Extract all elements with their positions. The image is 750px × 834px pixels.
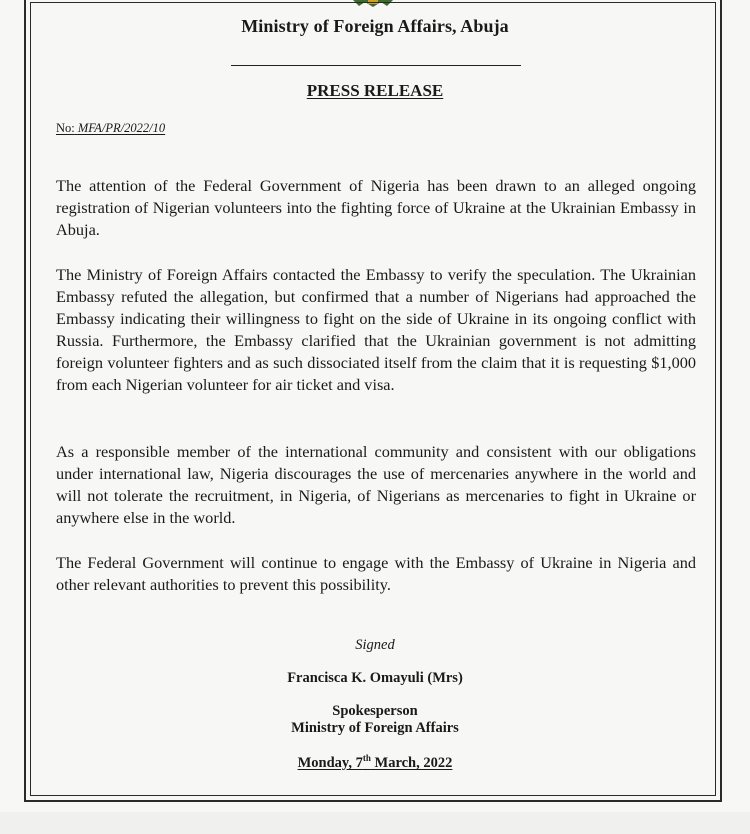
page-bottom-margin: [0, 812, 750, 834]
signatory-role: Spokesperson: [332, 703, 418, 719]
signatory-organization: Ministry of Foreign Affairs: [291, 720, 459, 736]
release-date: [0, 753, 750, 772]
body-paragraph-4: The Federal Government will continue to engage with the Embassy of Ukraine in Nigeria and other relevant authorities to prevent this possibility.: [56, 553, 696, 594]
reference-label: No:: [56, 121, 75, 135]
body-paragraph-1: The attention of the Federal Government of Nigeria has been drawn to an alleged ongoing registration of Nigerian volunteers into the fighting force of Ukraine at the Ukrainian Embassy in Abuja.: [56, 176, 696, 239]
release-date-ordinal: th: [362, 753, 371, 763]
reference-number: [56, 121, 165, 136]
title-divider: [231, 65, 521, 66]
ministry-title: Ministry of Foreign Affairs, Abuja: [241, 16, 509, 36]
release-date-month-year: March, 2022: [370, 754, 453, 771]
press-release-heading: PRESS RELEASE: [306, 81, 444, 100]
release-date-day: Monday, 7: [297, 754, 363, 771]
body-paragraph-3: As a responsible member of the international community and consistent with our obligations under international law, Nigeria discourages the use of mercenaries anywhere in the world and will not tolerate the recruitment, in Nigeria, of Nigerians as mercenaries to fight in Ukraine or anywhere else in the world.: [56, 442, 696, 527]
signatory-name: Francisca K. Omayuli (Mrs): [287, 670, 463, 686]
reference-value: MFA/PR/2022/10: [77, 121, 166, 135]
signed-label: Signed: [355, 637, 395, 653]
body-paragraph-2: The Ministry of Foreign Affairs contacted the Embassy to verify the speculation. The Ukrainian Embassy refuted the allegation, but confirmed that a number of Nigerians had approached the Embassy indicating their willingness to fight on the side of Ukraine in its ongoing conflict with Russia. Furthermore, the Embassy clarified that the Ukrainian government is not admitting foreign volunteer fighters and as such dissociated itself from the claim that it is requesting $1,000 from each Nigerian volunteer for air ticket and visa.: [56, 265, 696, 394]
